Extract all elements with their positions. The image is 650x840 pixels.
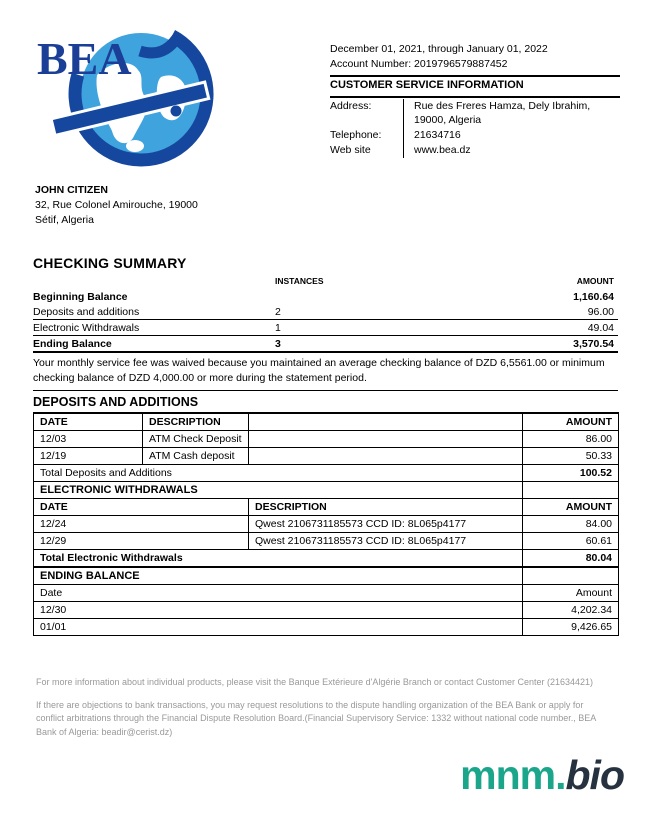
ending-balance-date: 12/30 [34, 602, 523, 619]
customer-service-title: CUSTOMER SERVICE INFORMATION [330, 79, 524, 91]
withdrawal-date: 12/24 [34, 516, 249, 533]
deposits-section-title: DEPOSITS AND ADDITIONS [33, 395, 199, 409]
address-line1: Rue des Freres Hamza, Dely Ibrahim, [414, 100, 591, 112]
deposit-row [34, 448, 619, 465]
deposit-description: ATM Check Deposit [143, 431, 249, 448]
deposits-total-label: Total Deposits and Additions [34, 465, 523, 482]
withdrawals-description-header: DESCRIPTION [249, 499, 523, 516]
bank-logo [35, 25, 225, 175]
website-label: Web site [330, 144, 371, 156]
ending-balance-row [34, 602, 619, 619]
statement-period: December 01, 2021, through January 01, 2022 [330, 43, 548, 55]
deposits-amount-header: AMOUNT [523, 413, 619, 431]
withdrawals-total-row [34, 550, 619, 568]
summary-label: Ending Balance [33, 337, 112, 350]
telephone-value: 21634716 [404, 128, 621, 143]
summary-header-spacer [33, 276, 275, 286]
ending-balance-amount-header: Amount [523, 585, 619, 602]
recipient-name: JOHN CITIZEN [35, 184, 108, 196]
deposit-description: ATM Cash deposit [143, 448, 249, 465]
watermark-suffix: bio [565, 752, 624, 798]
recipient-address-line1: 32, Rue Colonel Amirouche, 19000 [35, 199, 198, 211]
footer-notes [36, 676, 598, 739]
deposit-empty-cell [249, 431, 523, 448]
ending-balance-section-empty [523, 567, 619, 585]
summary-amount: 3,570.54 [573, 337, 614, 350]
withdrawal-description: Qwest 2106731185573 CCD ID: 8L065p4177 [249, 516, 523, 533]
ending-balance-amount: 4,202.34 [523, 602, 619, 619]
deposit-amount: 50.33 [523, 448, 619, 465]
address-value [404, 99, 621, 128]
mnm-bio-watermark [460, 752, 624, 798]
summary-instances: 2 [275, 305, 281, 318]
summary-row-beginning-balance [33, 289, 618, 304]
bea-globe-logo-graphic [35, 25, 225, 175]
withdrawals-section-title: ELECTRONIC WITHDRAWALS [34, 482, 523, 499]
summary-header-amount: AMOUNT [576, 276, 614, 286]
divider [330, 96, 620, 98]
withdrawal-row [34, 516, 619, 533]
summary-row-ending-balance [33, 336, 618, 353]
summary-amount: 1,160.64 [573, 290, 614, 303]
ending-balance-amount: 9,426.65 [523, 619, 619, 636]
recipient-address-line2: Sétif, Algeria [35, 214, 94, 226]
deposit-amount: 86.00 [523, 431, 619, 448]
address-row [330, 99, 620, 128]
statement-header [330, 42, 620, 158]
telephone-row [330, 128, 620, 143]
deposit-empty-cell [249, 448, 523, 465]
footer-paragraph-2: If there are objections to bank transactions, you may request resolutions to the dispute handling organization of the BEA Bank or apply for conflict arbitrations through the Financial Dispute Resolution Board.(Financial Supervisory Service: 1332 without national code number., BEA Bank of Algeria: beadir@cerist.dz) [36, 699, 596, 737]
summary-amount: 96.00 [587, 305, 614, 318]
address-line2: 19000, Algeria [414, 114, 482, 126]
ending-balance-date-header: Date [34, 585, 523, 602]
summary-label: Electronic Withdrawals [33, 321, 140, 334]
checking-summary-title: CHECKING SUMMARY [33, 255, 187, 271]
summary-instances: 3 [275, 337, 281, 350]
withdrawals-total-label: Total Electronic Withdrawals [34, 550, 523, 568]
statement-body [33, 255, 618, 636]
deposit-date: 12/19 [34, 448, 143, 465]
transactions-table [33, 412, 619, 636]
ending-balance-section-row [34, 567, 619, 585]
deposits-total-row [34, 465, 619, 482]
withdrawals-total-amount: 80.04 [523, 550, 619, 568]
deposits-date-header: DATE [34, 413, 143, 431]
withdrawals-section-empty [523, 482, 619, 499]
withdrawal-amount: 84.00 [523, 516, 619, 533]
address-label: Address: [330, 100, 372, 112]
summary-instances [275, 291, 494, 303]
withdrawal-amount: 60.61 [523, 533, 619, 550]
withdrawals-section-row [34, 482, 619, 499]
withdrawal-date: 12/29 [34, 533, 249, 550]
withdrawals-amount-header: AMOUNT [523, 499, 619, 516]
summary-header-row [33, 276, 618, 289]
deposits-description-header: DESCRIPTION [143, 413, 249, 431]
recipient-block [35, 183, 198, 228]
deposits-empty-header [249, 413, 523, 431]
withdrawals-header-row [34, 499, 619, 516]
footer-paragraph-1: For more information about individual products, please visit the Banque Extérieure d'Algérie Branch or contact Customer Center (21634421) [36, 677, 594, 687]
service-fee-note: Your monthly service fee was waived because you maintained an average checking balance of DZD 6,5561.00 or minimum checking balance of DZD 4,000.00 or more during the statement period. [33, 353, 618, 391]
summary-header-instances: INSTANCES [275, 276, 324, 286]
ending-balance-section-title: ENDING BALANCE [34, 567, 523, 585]
deposits-total-amount: 100.52 [523, 465, 619, 482]
summary-instances: 1 [275, 321, 281, 334]
website-row [330, 143, 620, 158]
bank-abbrev-text: BEA [37, 33, 132, 84]
telephone-label: Telephone: [330, 129, 382, 141]
customer-service-table [330, 99, 620, 158]
summary-row-withdrawals [33, 320, 618, 336]
summary-amount: 49.04 [587, 321, 614, 334]
ending-balance-header-row [34, 585, 619, 602]
ending-balance-row [34, 619, 619, 636]
withdrawals-date-header: DATE [34, 499, 249, 516]
deposit-row [34, 431, 619, 448]
withdrawal-description: Qwest 2106731185573 CCD ID: 8L065p4177 [249, 533, 523, 550]
ending-balance-date: 01/01 [34, 619, 523, 636]
summary-row-deposits [33, 304, 618, 320]
account-number: Account Number: 2019796579887452 [330, 58, 508, 70]
website-value: www.bea.dz [404, 143, 621, 158]
withdrawal-row [34, 533, 619, 550]
deposit-date: 12/03 [34, 431, 143, 448]
watermark-prefix: mnm. [460, 752, 566, 798]
summary-label: Beginning Balance [33, 290, 128, 303]
summary-label: Deposits and additions [33, 305, 140, 318]
deposits-header-row [34, 413, 619, 431]
